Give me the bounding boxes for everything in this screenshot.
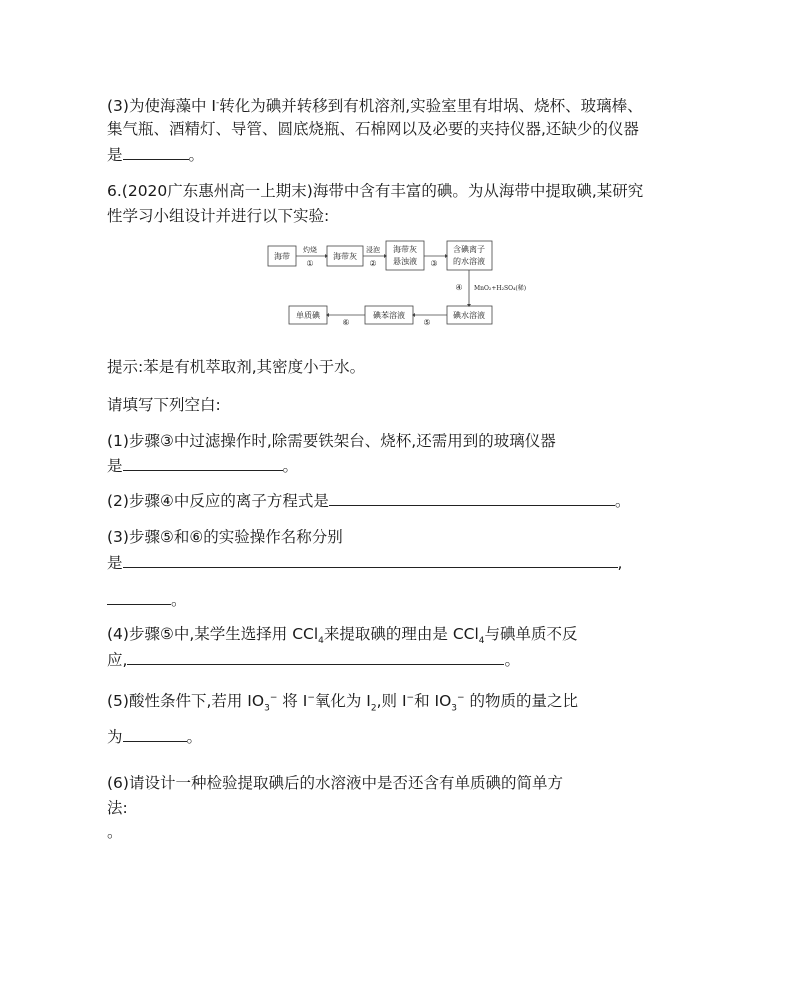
p6-line2: 法: bbox=[107, 799, 128, 817]
step-2: ② bbox=[369, 259, 377, 268]
flow-diagram bbox=[262, 236, 527, 332]
p3-line3 bbox=[107, 590, 187, 610]
q6-line1: 6.(2020广东惠州高一上期末)海带中含有丰富的碘。为从海带中提取碘,某研究 bbox=[107, 182, 644, 200]
arrow-head bbox=[467, 304, 471, 307]
superscript: − bbox=[457, 693, 465, 703]
text: 。 bbox=[171, 591, 187, 609]
q6-line2: 性学习小组设计并进行以下实验: bbox=[107, 207, 330, 225]
arrow-head bbox=[384, 254, 387, 258]
text: , bbox=[617, 554, 623, 572]
fill-intro: 请填写下列空白: bbox=[107, 396, 221, 414]
superscript: - bbox=[215, 98, 220, 108]
text: 。 bbox=[614, 492, 631, 510]
arrow-head bbox=[412, 313, 415, 317]
superscript: − bbox=[269, 693, 278, 703]
box-haidaihui-label: 海带灰 bbox=[333, 252, 357, 261]
p6-line3: 。 bbox=[107, 823, 123, 841]
p6-line1: (6)请设计一种检验提取碘后的水溶液中是否还含有单质碘的简单方 bbox=[107, 774, 563, 792]
text: 。 bbox=[282, 457, 299, 475]
answer-blank[interactable] bbox=[123, 553, 618, 568]
p2-line bbox=[107, 491, 630, 511]
answer-blank[interactable] bbox=[123, 727, 187, 742]
text: 为 bbox=[107, 728, 123, 746]
superscript: − bbox=[406, 693, 415, 703]
text: 氧化为 I bbox=[314, 692, 371, 711]
text: 。 bbox=[504, 651, 520, 669]
answer-blank[interactable] bbox=[123, 145, 189, 160]
subscript: 3 bbox=[451, 703, 458, 714]
prev-q3-line1 bbox=[107, 93, 643, 116]
arrow-head bbox=[325, 254, 328, 258]
answer-blank[interactable] bbox=[107, 590, 171, 605]
text: 。 bbox=[188, 146, 205, 164]
text: ,则 I bbox=[376, 692, 407, 711]
subscript: 2 bbox=[370, 703, 377, 714]
reagent-label: MnO₂+H₂SO₄(稀) bbox=[474, 285, 527, 292]
text: 的物质的量之比 bbox=[464, 692, 578, 711]
p3-line1: (3)步骤⑤和⑥的实验操作名称分别 bbox=[107, 528, 343, 546]
text: 是 bbox=[107, 146, 123, 164]
box-hanyi-label-1: 含碘离子 bbox=[453, 245, 485, 254]
box-xuanzhuo-label-2: 悬浊液 bbox=[393, 257, 417, 266]
step-1: ① bbox=[306, 259, 314, 268]
box-xuanzhuo-label-1: 海带灰 bbox=[393, 245, 417, 254]
p4-line1 bbox=[107, 624, 578, 651]
text: 与碘单质不反 bbox=[484, 625, 578, 643]
p1-line2 bbox=[107, 456, 298, 476]
text: 来提取碘的理由是 CCl bbox=[323, 625, 479, 643]
text: 应, bbox=[107, 651, 128, 669]
box-dianben-label: 碘苯溶液 bbox=[373, 311, 405, 320]
superscript: − bbox=[307, 693, 315, 703]
prev-q3-line3 bbox=[107, 145, 204, 165]
subscript: 3 bbox=[264, 703, 270, 714]
text: 和 IO bbox=[414, 692, 452, 711]
step-3: ③ bbox=[430, 259, 438, 268]
subscript: 4 bbox=[318, 636, 324, 647]
answer-blank[interactable] bbox=[127, 650, 504, 665]
answer-blank[interactable] bbox=[329, 491, 615, 506]
text: 转化为碘并转移到有机溶剂,实验室里有坩埚、烧杯、玻璃棒、 bbox=[219, 97, 643, 116]
text: (2)步骤④中反应的离子方程式是 bbox=[107, 492, 329, 510]
arrow-head bbox=[326, 313, 329, 317]
step-5: ⑤ bbox=[423, 318, 431, 327]
p4-line2 bbox=[107, 650, 520, 670]
text: 是 bbox=[107, 554, 123, 572]
text: (3)为使海藻中 I bbox=[107, 97, 216, 116]
op-jinpao: 浸泡 bbox=[366, 246, 380, 254]
answer-blank[interactable] bbox=[123, 456, 283, 471]
step-4: ④ bbox=[455, 283, 463, 292]
text: 是 bbox=[107, 457, 123, 475]
arrow-head bbox=[445, 254, 448, 258]
text: (4)步骤⑤中,某学生选择用 CCl bbox=[107, 625, 319, 643]
box-haidai-label: 海带 bbox=[274, 252, 290, 261]
op-zhuoshao: 灼烧 bbox=[303, 246, 317, 254]
p3-line2 bbox=[107, 553, 622, 573]
text: (5)酸性条件下,若用 IO bbox=[107, 692, 265, 711]
box-hanyi-label-2: 的水溶液 bbox=[453, 257, 485, 266]
prev-q3-line2: 集气瓶、酒精灯、导管、圆底烧瓶、石棉网以及必要的夹持仪器,还缺少的仪器 bbox=[107, 120, 639, 138]
text: 。 bbox=[186, 728, 203, 746]
subscript: 4 bbox=[478, 636, 485, 647]
p5-line2 bbox=[107, 727, 202, 747]
step-6: ⑥ bbox=[342, 318, 350, 327]
box-dianshui-label: 碘水溶液 bbox=[453, 311, 485, 320]
p1-line1: (1)步骤③中过滤操作时,除需要铁架台、烧杯,还需用到的玻璃仪器 bbox=[107, 432, 556, 450]
hint: 提示:苯是有机萃取剂,其密度小于水。 bbox=[107, 358, 366, 376]
p5-line1 bbox=[107, 688, 578, 718]
text: 将 I bbox=[277, 692, 308, 711]
box-danzhi-label: 单质碘 bbox=[296, 311, 320, 320]
